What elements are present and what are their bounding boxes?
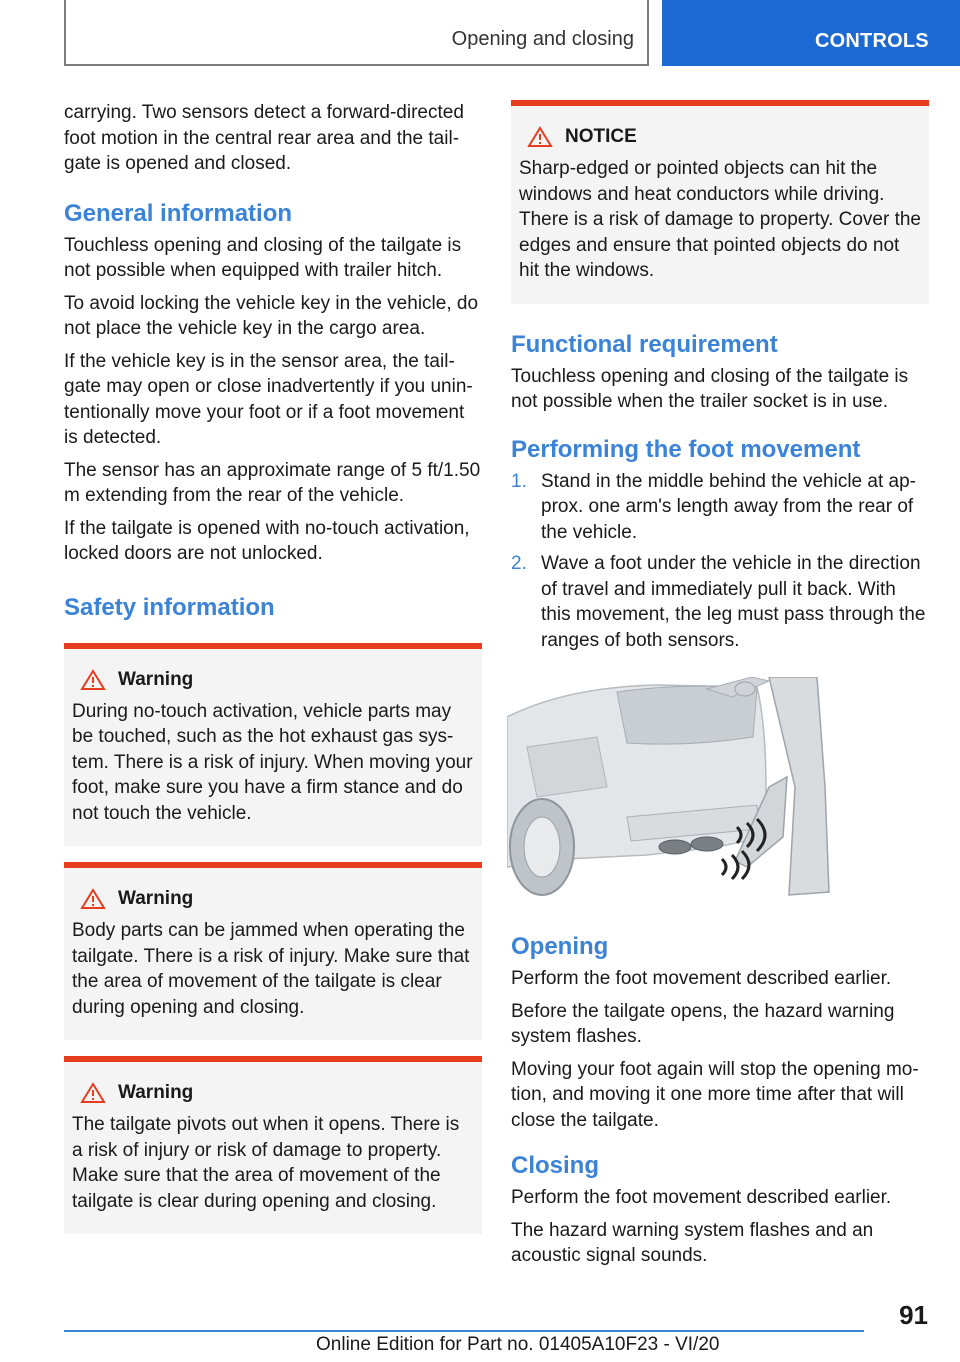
- warning-triangle-icon: [80, 888, 106, 910]
- notice-title: [527, 126, 921, 148]
- steps-list: [511, 469, 929, 654]
- warning-title-text: Warning: [118, 668, 194, 690]
- chapter-title: CONTROLS: [815, 30, 929, 52]
- page-number: 91: [899, 1300, 928, 1330]
- notice-title-text: NOTICE: [565, 126, 637, 147]
- step-text: Stand in the middle behind the vehicle at approx. one arm's length away from the rear of the vehicle.: [541, 470, 916, 543]
- safety-information-heading: Safety information: [64, 593, 275, 621]
- notice-box: [511, 100, 929, 304]
- general-paragraph: If the tailgate is opened with no-touch activation, locked doors are not unlocked.: [64, 517, 470, 564]
- functional-paragraph: Touchless opening and closing of the tailgate is not possible when the trailer socket is in use.: [511, 365, 909, 412]
- opening-paragraph: Perform the foot movement described earlier.: [511, 968, 892, 989]
- warning-box: [64, 1056, 482, 1234]
- closing-paragraph: Perform the foot movement described earlier.: [511, 1187, 892, 1208]
- intro-paragraph: carrying. Two sensors detect a forward-directed foot motion in the central rear area and the tailgate is opened and closed.: [64, 102, 464, 174]
- step-number: 2.: [511, 553, 527, 574]
- step-number: 1.: [511, 470, 527, 492]
- opening-paragraph: Before the tailgate opens, the hazard warning system flashes.: [511, 1000, 895, 1047]
- warning-title: [80, 1082, 474, 1104]
- section-title: Opening and closing: [451, 28, 634, 50]
- foot-movement-illustration: [507, 677, 841, 899]
- warning-triangle-icon: [527, 126, 553, 148]
- closing-paragraph: The hazard warning system flashes and an acoustic signal sounds.: [511, 1219, 874, 1266]
- notice-text: Sharp-edged or pointed objects can hit the windows and heat conductors while driving. There is a risk of damage to property. Cover the edges and ensure that pointed objects do not hit the windows.: [519, 158, 921, 281]
- warning-box: [64, 862, 482, 1040]
- footer-divider: [64, 1330, 864, 1332]
- general-paragraph: If the vehicle key is in the sensor area, the tailgate may open or close inadvertently if you unintentionally move your foot or if a foot movement is detected.: [64, 350, 473, 448]
- warning-box: [64, 643, 482, 847]
- header-chapter: [662, 0, 960, 66]
- opening-paragraph: Moving your foot again will stop the opening motion, and moving it one more time after that will close the tailgate.: [511, 1058, 919, 1131]
- warning-text: The tailgate pivots out when it opens. There is a risk of injury or risk of damage to property. Make sure that the area of movement of the tailgate is clear during opening and closing.: [72, 1114, 460, 1212]
- left-column: [64, 100, 482, 1250]
- header-section: [64, 0, 649, 66]
- warning-title: [80, 669, 474, 691]
- warning-title: [80, 888, 474, 910]
- warning-text: During no-touch activation, vehicle parts may be touched, such as the hot exhaust gas system. There is a risk of injury. When moving your foot, make sure you have a firm stance and do not touch the vehicle.: [72, 700, 473, 824]
- functional-requirement-heading: Functional requirement: [511, 330, 778, 358]
- warning-title-text: Warning: [118, 888, 194, 909]
- step-text: Wave a foot under the vehicle in the direction of travel and immediately pull it back. With this movement, the leg must pass through the ranges of both sensors.: [541, 553, 926, 651]
- footer-edition: Online Edition for Part no. 01405A10F23 - VI/20: [316, 1334, 720, 1355]
- warning-triangle-icon: [80, 1082, 106, 1104]
- list-item: [511, 469, 929, 546]
- list-item: [511, 551, 929, 653]
- general-paragraph: To avoid locking the vehicle key in the vehicle, do not place the vehicle key in the cargo area.: [64, 292, 479, 339]
- right-column: [511, 100, 929, 1276]
- foot-movement-heading: Performing the foot movement: [511, 435, 861, 463]
- warning-title-text: Warning: [118, 1082, 194, 1103]
- general-paragraph: Touchless opening and closing of the tailgate is not possible when equipped with trailer hitch.: [64, 234, 462, 281]
- opening-heading: Opening: [511, 933, 609, 960]
- warning-text: Body parts can be jammed when operating the tailgate. There is a risk of injury. Make sure that the area of movement of the tailgate is clear during opening and closing.: [72, 920, 470, 1018]
- warning-triangle-icon: [80, 669, 106, 691]
- general-paragraph: The sensor has an approximate range of 5 ft/1.50 m extending from the rear of the vehicle.: [64, 459, 481, 506]
- general-information-heading: General information: [64, 199, 293, 227]
- closing-heading: Closing: [511, 1152, 599, 1179]
